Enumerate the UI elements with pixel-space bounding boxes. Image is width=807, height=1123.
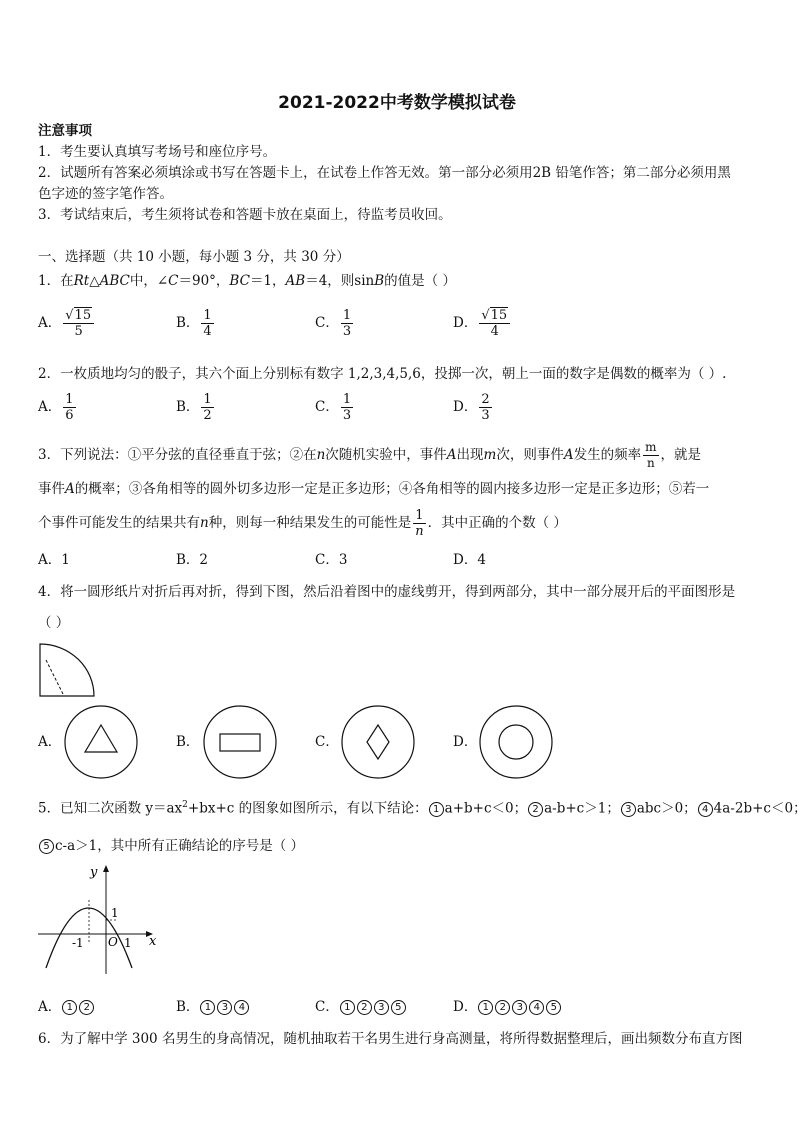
q2-option-d: D． $\frac{2}{3}$ bbox=[453, 392, 490, 423]
q5-option-b: B． 1 3 4 bbox=[176, 998, 250, 1016]
q5-option-a: A． 1 2 bbox=[38, 998, 95, 1016]
section-heading: 一、选择题（共 10 小题，每小题 3 分，共 30 分） bbox=[38, 249, 350, 265]
notice-item: 3．考试结束后，考生须将试卷和答题卡放在桌面上，待监考员收回。 bbox=[38, 207, 452, 223]
question-3-line-2: 事件A的概率；③各角相等的圆外切多边形一定是正多边形；④各角相等的圆内接多边形一定是正多边形；⑤若一 bbox=[38, 481, 710, 497]
q2-option-c: C． $\frac{1}{3}$ bbox=[315, 392, 352, 423]
question-4-line-1: 4．将一圆形纸片对折后再对折，得到下图，然后沿着图中的虚线剪开，得到两部分，其中一部分展开后的平面图形是 bbox=[38, 584, 736, 600]
folded-paper-figure bbox=[36, 640, 100, 700]
notice-item: 2．试题所有答案必须填涂或书写在答题卡上，在试卷上作答无效。第一部分必须用2B 铅笔作答；第二部分必须用黑 bbox=[38, 165, 731, 181]
question-3-line-1: 3．下列说法：①平分弦的直径垂直于弦；②在n次随机实验中，事件A出现m次，则事件A发生的频率 $\frac{m}{n}$ ，就是 bbox=[38, 440, 701, 470]
q1-option-a: A． $\frac{√15}{5}$ bbox=[38, 308, 96, 339]
question-3-line-3: 个事件可能发生的结果共有n种，则每一种结果发生的可能性是 $\frac{1}{n}$ ．其中正确的个数（ ） bbox=[38, 508, 567, 539]
notice-heading: 注意事项 bbox=[38, 123, 92, 139]
q4-option-d-label: D． bbox=[453, 734, 478, 750]
parabola-graph bbox=[36, 862, 166, 978]
q3-option-a: A．1 bbox=[38, 552, 70, 568]
notice-item: 色字迹的签字笔作答。 bbox=[38, 186, 173, 202]
q3-option-c: C．3 bbox=[315, 552, 348, 568]
q5-option-c: C． 1 2 3 5 bbox=[315, 998, 407, 1016]
question-4-line-2: （ ） bbox=[38, 615, 70, 631]
q3-option-d: D．4 bbox=[453, 552, 486, 568]
graph-x-label: x bbox=[149, 934, 157, 949]
question-5-line-2: 5 c-a＞1，其中所有正确结论的序号是（ ） bbox=[38, 837, 304, 855]
q2-option-a: A． $\frac{1}{6}$ bbox=[38, 392, 74, 423]
q1-option-c: C． $\frac{1}{3}$ bbox=[315, 308, 352, 339]
q4-option-a-label: A． bbox=[38, 734, 62, 750]
q4-option-d-figure bbox=[477, 703, 555, 781]
q4-option-c-figure bbox=[339, 703, 417, 781]
graph-neg1-label: -1 bbox=[72, 936, 84, 950]
q1-option-b: B． $\frac{1}{4}$ bbox=[176, 308, 212, 339]
notice-item: 1．考生要认真填写考场号和座位序号。 bbox=[38, 144, 277, 160]
graph-origin-label: O bbox=[108, 935, 118, 949]
q5-option-d: D． 1 2 3 4 5 bbox=[453, 998, 562, 1016]
q4-option-b-figure bbox=[201, 703, 279, 781]
q4-option-a-figure bbox=[62, 703, 140, 781]
q2-option-b: B． $\frac{1}{2}$ bbox=[176, 392, 212, 423]
graph-y1-label: 1 bbox=[111, 906, 119, 920]
question-2-stem: 2．一枚质地均匀的骰子，其六个面上分别标有数字 1,2,3,4,5,6，投掷一次，朝上一面的数字是偶数的概率为（ ）. bbox=[38, 366, 727, 382]
graph-pos1-label: 1 bbox=[124, 936, 132, 950]
question-5-line-1: 5．已知二次函数 $y=ax^2+bx+c$ 的图象如图所示，有以下结论： 1 a+b+c＜0； 2 a-b+c＞1； 3 abc＞0； 4 4a-2b+c＜0； bbox=[38, 800, 807, 817]
q4-option-b-label: B． bbox=[176, 734, 200, 750]
q3-option-b: B．2 bbox=[176, 552, 209, 568]
page-title: 2021-2022中考数学模拟试卷 bbox=[278, 93, 516, 113]
q4-option-c-label: C． bbox=[315, 734, 339, 750]
q1-option-d: D． $\frac{√15}{4}$ bbox=[453, 308, 512, 339]
graph-y-label: y bbox=[90, 865, 98, 880]
question-1-stem: 1．在Rt△ABC中，∠C＝90°，BC＝1，AB＝4，则sinB的值是（ ） bbox=[38, 273, 456, 289]
question-6-stem: 6．为了解中学 300 名男生的身高情况，随机抽取若干名男生进行身高测量，将所得数据整理后，画出频数分布直方图 bbox=[38, 1031, 743, 1047]
